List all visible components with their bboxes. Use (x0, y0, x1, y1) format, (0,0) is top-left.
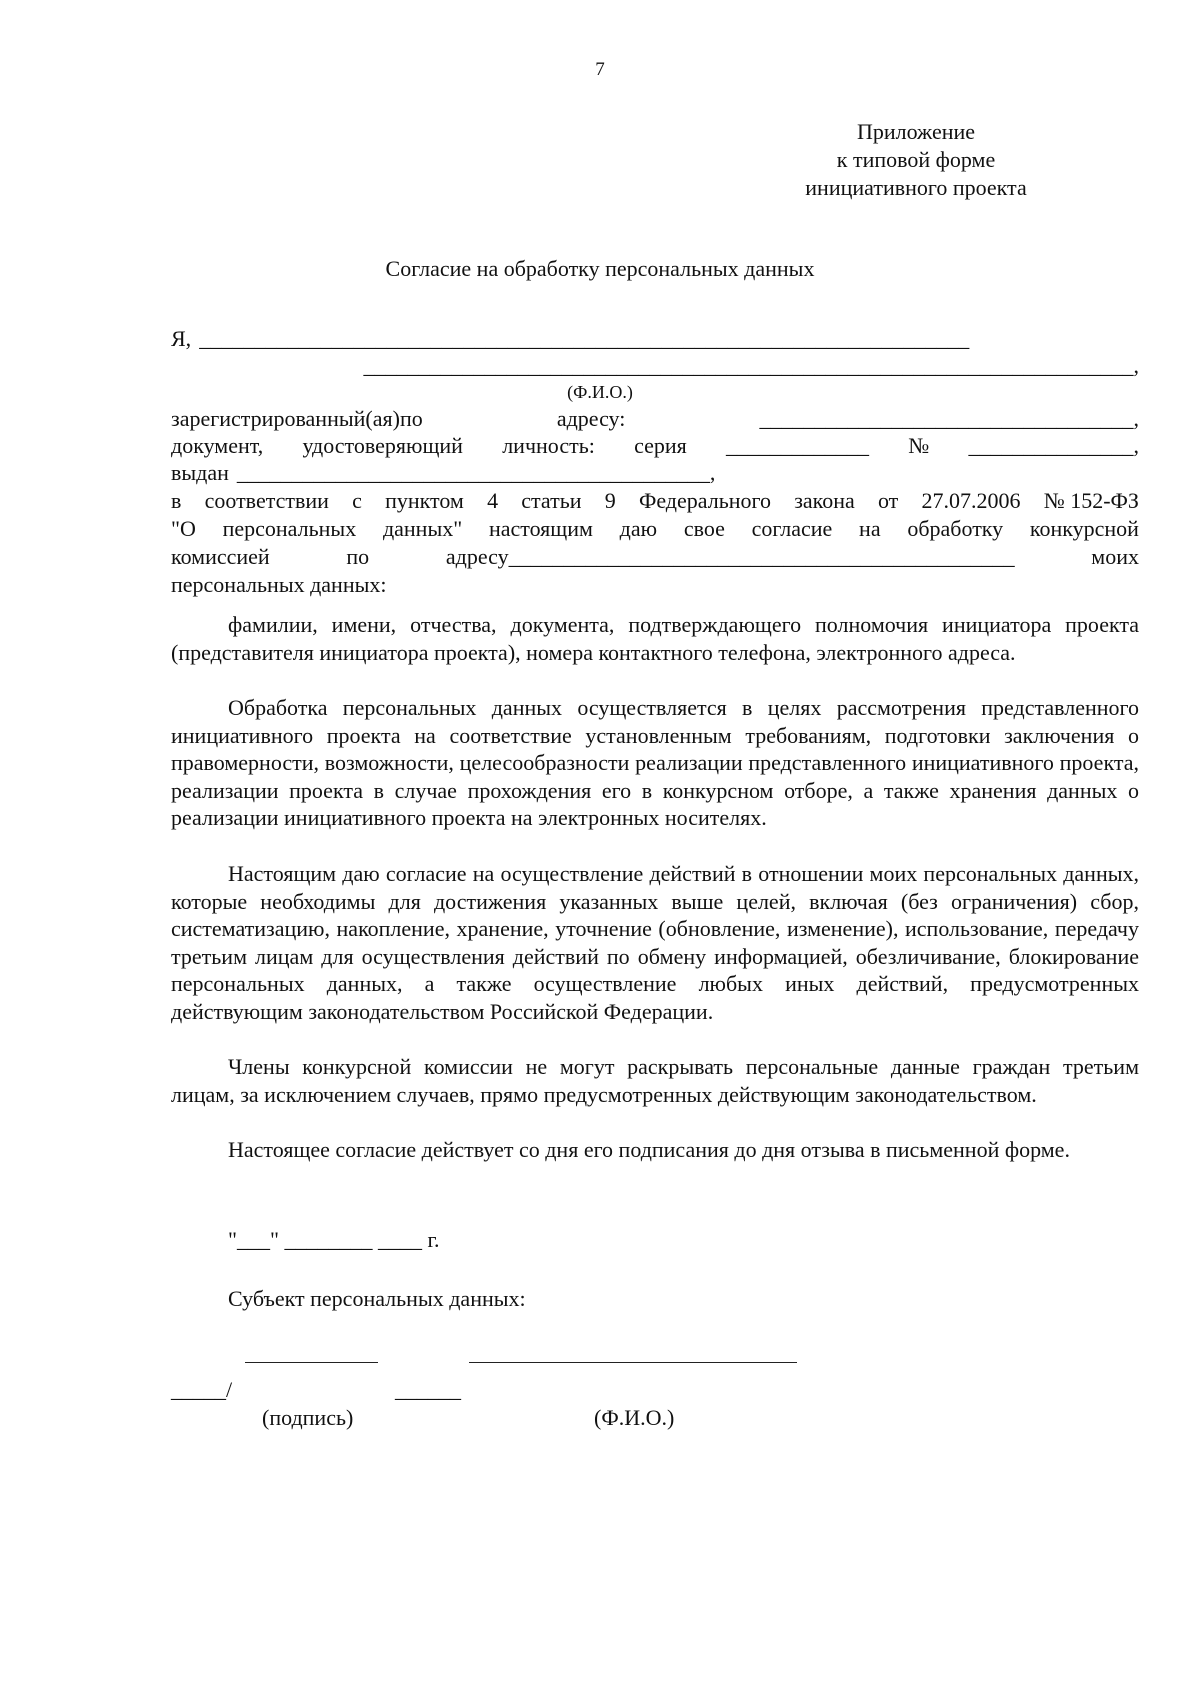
paragraph-commission-members: Члены конкурсной комиссии не могут раскрывать персональные данные граждан третьим лицам, за исключением случаев, прямо предусмотренных действующим законодательством. (171, 1054, 1139, 1107)
paragraph-data-list: фамилии, имени, отчества, документа, подтверждающего полномочия инициатора проекта (представителя инициатора проекта), номера контактного телефона, электронного адреса. (171, 612, 1139, 665)
intro-line-1 (171, 487, 1139, 515)
fio-caption: (Ф.И.О.) (567, 382, 633, 402)
intro-word: закона (794, 488, 855, 513)
intro-word: с (352, 488, 362, 513)
intro-word: № 152-ФЗ (1043, 488, 1139, 513)
paragraph-purpose: Обработка персональных данных осуществляется в целях рассмотрения представленного инициативного проекта на соответствие установленным требованиям, подготовки заключения о правомерности, возможности, целесообразности реализации представленного инициативного проекта, реализации проекта в случае прохождения его в конкурсном отборе, а также хранения данных о реализации инициативного проекта на электронных носителях. (171, 695, 1139, 831)
intro-word: 27.07.2006 (921, 488, 1021, 513)
fio-line-1 (171, 325, 1139, 353)
registered-label: зарегистрированный(ая)по (171, 406, 423, 431)
issued-blank: ___________________________________________, (236, 460, 716, 485)
intro-word: статьи (521, 488, 582, 513)
issued-label: выдан (171, 460, 229, 485)
intro-word: "О (171, 516, 196, 541)
paragraph-validity: Настоящее согласие действует со дня его подписания до дня отзыва в письменной форме. (228, 1137, 1070, 1162)
certifying-label: удостоверяющий (302, 433, 463, 458)
signature-line (245, 1362, 378, 1363)
slash-blank: _____/ (171, 1377, 233, 1402)
fio-blank-1: ______________________________________________________________________ (199, 326, 970, 351)
subject-label: Субъект персональных данных: (228, 1286, 526, 1311)
identity-document-line (171, 432, 1139, 460)
appendix-line-2: к типовой форме (836, 147, 996, 172)
intro-line-2 (171, 515, 1139, 543)
mid-blank: ______ (395, 1377, 461, 1402)
intro-word: обработку (907, 516, 1004, 541)
fio-line-2 (171, 352, 1139, 380)
date-line: "___" ________ ____ г. (228, 1227, 440, 1252)
signature-caption: (подпись) (262, 1405, 354, 1430)
appendix-line-1: Приложение (856, 119, 976, 144)
commission-label: комиссией (171, 544, 270, 569)
issued-line (171, 459, 1139, 487)
fio-blank-2: ______________________________________________________________________, (363, 353, 1139, 378)
by-label: по (346, 544, 370, 569)
commission-address-group (446, 543, 1015, 571)
identity-label: личность: (502, 433, 595, 458)
appendix-header (716, 118, 1116, 202)
paragraph-consent-actions: Настоящим даю согласие на осуществление действий в отношении моих персональных данных, которые необходимы для достижения указанных выше целей, включая (без ограничения) сбор, систематизацию, накопление, хранение, уточнение (обновление, изменение), использование, передачу третьим лицам для осуществления действий по обмену информацией, обезличивание, блокирование персональных данных, а также осуществление любых иных действий, предусмотренных действующим законодательством Российской Федерации. (171, 861, 1139, 1024)
intro-word: согласие (751, 516, 833, 541)
number-label: № (908, 433, 930, 458)
series-label: серия (634, 433, 687, 458)
pd-line (171, 571, 1139, 599)
i-label: Я, (171, 326, 192, 351)
appendix-line-3: инициативного проекта (805, 175, 1027, 200)
fio-signature-line (469, 1362, 797, 1363)
intro-word: свое (683, 516, 725, 541)
registered-address-line (171, 405, 1139, 433)
document-label: документ, (171, 433, 264, 458)
intro-word: конкурсной (1029, 516, 1139, 541)
intro-word: на (859, 516, 881, 541)
adres-label: адресу (445, 544, 509, 569)
commission-address-line (171, 543, 1139, 571)
intro-word: данных" (382, 516, 463, 541)
intro-word: соответствии (204, 488, 329, 513)
intro-word: в (171, 488, 182, 513)
page-number: 7 (595, 59, 605, 80)
moih-label: моих (1091, 544, 1139, 569)
document-title: Согласие на обработку персональных данных (385, 256, 815, 281)
series-blank: _____________ (726, 433, 870, 458)
adres-blank: ______________________________________________ (508, 544, 1015, 569)
intro-word: 4 (487, 488, 499, 513)
address-blank: __________________________________, (759, 406, 1139, 431)
fio-signature-caption: (Ф.И.О.) (594, 1405, 675, 1430)
intro-word: пунктом (385, 488, 464, 513)
intro-word: персональных (222, 516, 357, 541)
intro-word: Федерального (638, 488, 771, 513)
intro-word: от (877, 488, 899, 513)
address-label: адресу: (556, 406, 626, 431)
intro-word: даю (619, 516, 658, 541)
intro-word: 9 (604, 488, 616, 513)
intro-word: настоящим (488, 516, 593, 541)
number-blank: _______________, (968, 433, 1139, 458)
pd-label: персональных данных: (171, 572, 387, 597)
